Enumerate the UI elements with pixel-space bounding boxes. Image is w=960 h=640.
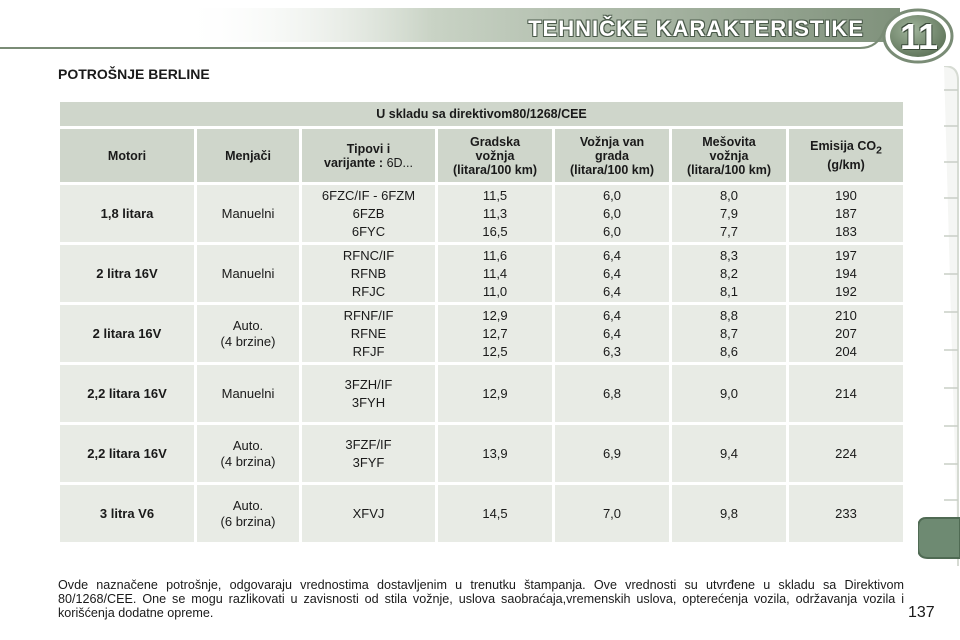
col-header-menjaci: Menjači xyxy=(197,129,299,182)
co2-cell-line: 194 xyxy=(835,265,857,281)
extra-urban-cell-line: 6,0 xyxy=(602,223,622,239)
side-tab-strip xyxy=(918,66,960,566)
mixed-cell xyxy=(672,425,786,482)
co2-cell-line: 192 xyxy=(835,283,857,299)
col-header-gradska-3: (litara/100 km) xyxy=(452,162,538,177)
co2-cell-line: 233 xyxy=(835,505,857,521)
extra-urban-cell-line: 6,4 xyxy=(602,307,622,323)
mixed-cell-line: 9,8 xyxy=(719,505,739,521)
co2-cell xyxy=(789,245,903,302)
urban-cell xyxy=(438,485,552,542)
extra-urban-cell-line: 6,0 xyxy=(602,187,622,203)
mixed-cell xyxy=(672,485,786,542)
types-cell-line: XFVJ xyxy=(352,505,385,521)
motor-cell: 2,2 litara 16V xyxy=(60,365,194,422)
extra-urban-cell-line: 6,4 xyxy=(602,283,622,299)
col-header-tipovi-prefix: 6D... xyxy=(383,155,413,170)
col-header-van-1: Vožnja van xyxy=(579,134,645,149)
urban-cell-line: 11,5 xyxy=(482,187,508,203)
urban-cell-line: 12,9 xyxy=(482,307,508,323)
col-header-gradska-1: Gradska xyxy=(469,134,521,149)
col-header-gradska-2: vožnja xyxy=(475,148,515,163)
types-cell-line: 6FZB xyxy=(352,205,385,221)
mixed-cell-line: 8,8 xyxy=(719,307,739,323)
co2-cell-line: 187 xyxy=(835,205,857,221)
mixed-cell-line: 9,4 xyxy=(719,445,739,461)
extra-urban-cell xyxy=(555,305,669,362)
types-cell-line: RFJF xyxy=(352,343,385,359)
types-cell-line: RFNB xyxy=(350,265,387,281)
col-header-tipovi xyxy=(302,129,435,182)
col-header-emisija-1: Emisija CO xyxy=(810,138,877,153)
mixed-cell xyxy=(672,185,786,242)
table-row xyxy=(60,305,903,362)
co2-cell-line: 224 xyxy=(835,445,857,461)
co2-cell xyxy=(789,425,903,482)
col-header-mes-1: Mešovita xyxy=(702,134,756,149)
directive-header: U skladu sa direktivom80/1268/CEE xyxy=(60,102,903,126)
consumption-table xyxy=(57,99,906,545)
extra-urban-cell xyxy=(555,185,669,242)
motor-cell: 2 litra 16V xyxy=(60,245,194,302)
urban-cell xyxy=(438,245,552,302)
table-body xyxy=(60,185,903,542)
types-cell xyxy=(302,425,435,482)
extra-urban-cell-line: 6,4 xyxy=(602,325,622,341)
table-row xyxy=(60,245,903,302)
col-header-tipovi-label: varijante : xyxy=(324,155,384,170)
co2-cell-line: 197 xyxy=(835,247,857,263)
urban-cell-line: 11,3 xyxy=(482,205,508,221)
extra-urban-cell-line: 7,0 xyxy=(602,505,622,521)
co2-cell xyxy=(789,185,903,242)
mixed-cell-line: 9,0 xyxy=(719,385,739,401)
co2-cell-line: 204 xyxy=(835,343,857,359)
gearbox-cell xyxy=(197,185,299,242)
col-header-gradska xyxy=(438,129,552,182)
table-row xyxy=(60,485,903,542)
gearbox-cell-line: Auto. xyxy=(232,437,264,453)
col-header-mesovita xyxy=(672,129,786,182)
types-cell-line: 3FYH xyxy=(351,394,386,410)
col-header-van-3: (litara/100 km) xyxy=(569,162,655,177)
types-cell-line: RFJC xyxy=(351,283,386,299)
mixed-cell-line: 8,2 xyxy=(719,265,739,281)
co2-cell-line: 190 xyxy=(835,187,857,203)
section-title: POTROŠNJE BERLINE xyxy=(58,66,210,82)
col-header-tipovi-line1: Tipovi i xyxy=(346,141,391,156)
mixed-cell-line: 8,6 xyxy=(719,343,739,359)
co2-cell-line: 183 xyxy=(835,223,857,239)
mixed-cell-line: 7,7 xyxy=(719,223,739,239)
types-cell xyxy=(302,485,435,542)
mixed-cell-line: 8,0 xyxy=(719,187,739,203)
gearbox-cell xyxy=(197,245,299,302)
gearbox-cell-line: Manuelni xyxy=(221,385,275,401)
chapter-number-badge: 11 xyxy=(899,16,939,57)
urban-cell-line: 12,5 xyxy=(482,343,508,359)
urban-cell-line: 11,6 xyxy=(482,247,508,263)
urban-cell xyxy=(438,185,552,242)
gearbox-cell-line: Manuelni xyxy=(221,265,275,281)
types-cell-line: RFNE xyxy=(350,325,387,341)
col-header-emisija xyxy=(789,129,903,182)
motor-cell: 1,8 litara xyxy=(60,185,194,242)
chapter-title: TEHNIČKE KARAKTERISTIKE xyxy=(528,16,864,41)
types-cell-line: 3FZH/IF xyxy=(344,376,393,392)
urban-cell xyxy=(438,365,552,422)
types-cell-line: RFNC/IF xyxy=(342,247,395,263)
urban-cell-line: 12,9 xyxy=(482,385,508,401)
types-cell-line: 6FZC/IF - 6FZM xyxy=(321,187,416,203)
urban-cell-line: 11,4 xyxy=(482,265,508,281)
mixed-cell-line: 8,7 xyxy=(719,325,739,341)
mixed-cell xyxy=(672,245,786,302)
extra-urban-cell-line: 6,4 xyxy=(602,265,622,281)
types-cell xyxy=(302,185,435,242)
types-cell-line: 6FYC xyxy=(351,223,386,239)
urban-cell xyxy=(438,305,552,362)
types-cell-line: 3FZF/IF xyxy=(345,436,392,452)
urban-cell xyxy=(438,425,552,482)
co2-cell xyxy=(789,485,903,542)
gearbox-cell-line: Auto. xyxy=(232,497,264,513)
footer-note: Ovde naznačene potrošnje, odgovaraju vrednostima dostavljenim u trenutku štampanja. Ove vrednosti su utvrđene u skladu sa Direktivom 80/1268/CEE. One se mogu razlikovati u zavisnosti od stila vožnje, uslova saobraćaja,vremenskih uslova, opterećenja vozila, održavanja vozila i korišćenja dodatne opreme. xyxy=(58,578,904,620)
co2-cell xyxy=(789,305,903,362)
col-header-van-grada xyxy=(555,129,669,182)
types-cell-line: 3FYF xyxy=(352,454,385,470)
extra-urban-cell-line: 6,3 xyxy=(602,343,622,359)
table-row xyxy=(60,185,903,242)
urban-cell-line: 13,9 xyxy=(482,445,508,461)
types-cell xyxy=(302,245,435,302)
extra-urban-cell xyxy=(555,245,669,302)
table-row xyxy=(60,425,903,482)
extra-urban-cell xyxy=(555,485,669,542)
col-header-van-2: grada xyxy=(594,148,630,163)
col-header-emisija-sub: 2 xyxy=(876,145,882,157)
col-header-mes-3: (litara/100 km) xyxy=(686,162,772,177)
gearbox-cell xyxy=(197,305,299,362)
gearbox-cell xyxy=(197,365,299,422)
gearbox-cell xyxy=(197,425,299,482)
mixed-cell-line: 7,9 xyxy=(719,205,739,221)
extra-urban-cell-line: 6,4 xyxy=(602,247,622,263)
motor-cell: 3 litra V6 xyxy=(60,485,194,542)
extra-urban-cell xyxy=(555,365,669,422)
co2-cell-line: 207 xyxy=(835,325,857,341)
mixed-cell-line: 8,1 xyxy=(719,283,739,299)
urban-cell-line: 12,7 xyxy=(482,325,508,341)
mixed-cell xyxy=(672,305,786,362)
table-row xyxy=(60,365,903,422)
urban-cell-line: 16,5 xyxy=(482,223,508,239)
gearbox-cell-line: Auto. xyxy=(232,317,264,333)
extra-urban-cell-line: 6,9 xyxy=(602,445,622,461)
col-header-emisija-2: (g/km) xyxy=(827,158,865,173)
gearbox-cell-line: (4 brzine) xyxy=(220,333,276,349)
motor-cell: 2,2 litara 16V xyxy=(60,425,194,482)
mixed-cell-line: 8,3 xyxy=(719,247,739,263)
extra-urban-cell-line: 6,0 xyxy=(602,205,622,221)
types-cell-line: RFNF/IF xyxy=(343,307,394,323)
gearbox-cell-line: Manuelni xyxy=(221,205,275,221)
gearbox-cell-line: (4 brzina) xyxy=(220,453,276,469)
co2-cell xyxy=(789,365,903,422)
types-cell xyxy=(302,305,435,362)
urban-cell-line: 14,5 xyxy=(482,505,508,521)
extra-urban-cell-line: 6,8 xyxy=(602,385,622,401)
co2-cell-line: 214 xyxy=(835,385,857,401)
page-number: 137 xyxy=(908,604,935,621)
col-header-mes-2: vožnja xyxy=(709,148,749,163)
co2-cell-line: 210 xyxy=(835,307,857,323)
urban-cell-line: 11,0 xyxy=(482,283,508,299)
gearbox-cell-line: (6 brzina) xyxy=(220,513,276,529)
extra-urban-cell xyxy=(555,425,669,482)
mixed-cell xyxy=(672,365,786,422)
types-cell xyxy=(302,365,435,422)
col-header-motori: Motori xyxy=(60,129,194,182)
motor-cell: 2 litara 16V xyxy=(60,305,194,362)
gearbox-cell xyxy=(197,485,299,542)
